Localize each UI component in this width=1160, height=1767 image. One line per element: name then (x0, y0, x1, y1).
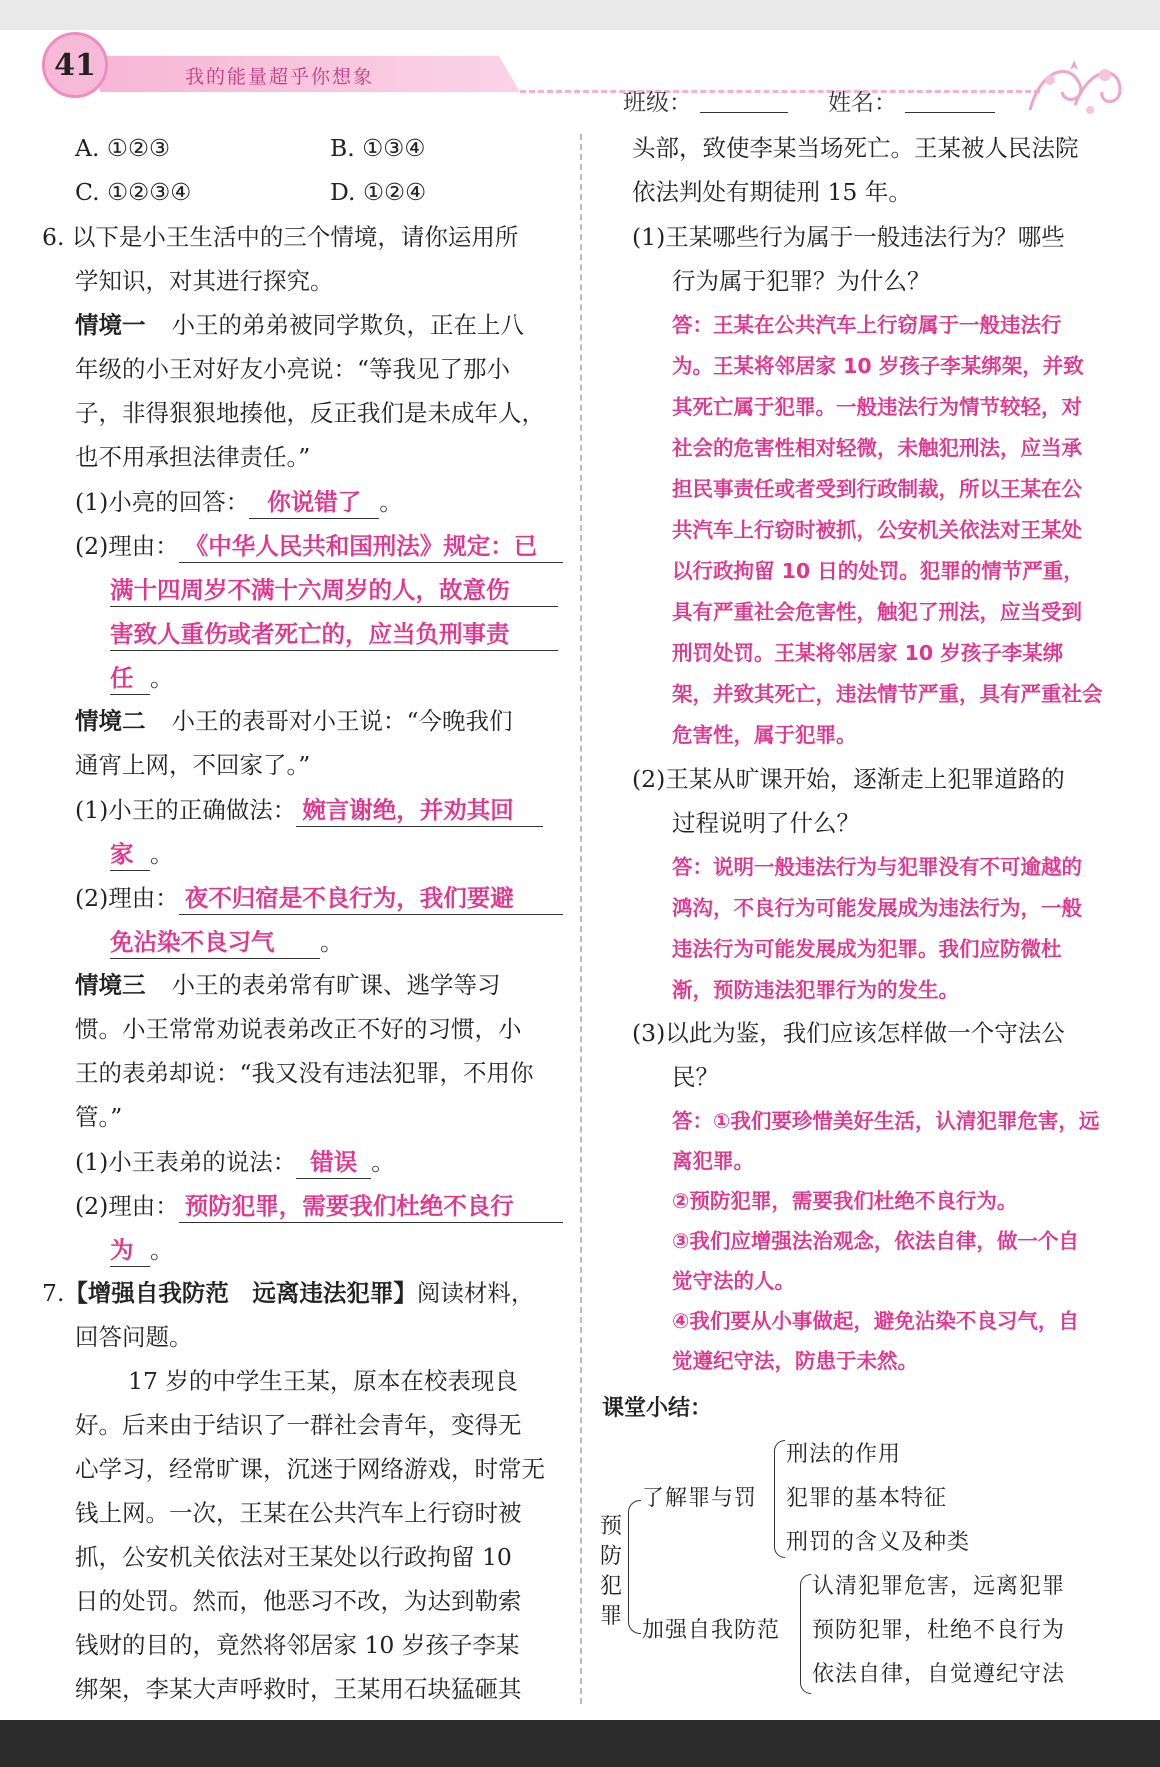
period: 。 (379, 488, 403, 516)
answer-line: 鸿沟，不良行为可能发展成为违法行为，一般 (672, 896, 1082, 920)
answer-fill: 任 (110, 662, 150, 695)
question-label: (1)小王表弟的说法： (75, 1148, 297, 1176)
q7-title: 【增强自我防范 远离违法犯罪】 (64, 1279, 417, 1307)
summary-item: 预防犯罪，杜绝不良行为 (812, 1618, 1066, 1643)
answer-fill: 家 (110, 838, 150, 871)
summary-brace (800, 1574, 811, 1694)
q7-text: 回答问题。 (75, 1323, 193, 1351)
question-3: 民？ (672, 1063, 719, 1091)
question-label: (2)理由： (75, 532, 179, 560)
document-page (0, 30, 1160, 1720)
question-label: (2)理由： (75, 1192, 179, 1220)
answer-line: 担民事责任或者受到行政制裁，所以王某在公 (672, 477, 1082, 501)
q6-text: 学知识，对其进行探究。 (75, 267, 334, 295)
answer-line: 其死亡属于犯罪。一般违法行为情节较轻，对 (672, 395, 1082, 419)
material-text: 头部，致使李某当场死亡。王某被人民法院 (632, 134, 1079, 162)
page-number-badge: 41 (42, 32, 108, 98)
summary-item: 依法自律，自觉遵纪守法 (812, 1662, 1066, 1687)
answer-line: 离犯罪。 (672, 1149, 754, 1173)
summary-branch: 加强自我防范 (642, 1618, 781, 1643)
viewer-bottom-band (0, 1720, 1160, 1767)
header-dashed-line (520, 90, 1040, 93)
scenario-3-text: 管。” (75, 1103, 123, 1131)
answer-fill: 免沾染不良习气 (110, 926, 320, 959)
answer-line: 共汽车上行窃时被抓，公安机关依法对王某处 (672, 518, 1082, 542)
scenario-3-text: 小王的表弟常有旷课、逃学等习 (171, 971, 501, 999)
summary-title: 课堂小结： (602, 1396, 713, 1421)
answer-line: 社会的危害性相对轻微，未触犯刑法，应当承 (672, 436, 1082, 460)
answer-line: 渐，预防违法犯罪行为的发生。 (672, 978, 959, 1002)
question-label: (2)理由： (75, 884, 179, 912)
answer-line: ④我们要从小事做起，避免沾染不良习气，自 (672, 1309, 1079, 1333)
summary-item: 认清犯罪危害，远离犯罪 (812, 1574, 1066, 1599)
scenario-3-text: 王的表弟却说：“我又没有违法犯罪，不用你 (75, 1059, 534, 1087)
answer-line: 具有严重社会危害性，触犯了刑法，应当受到 (672, 600, 1082, 624)
summary-root: 犯 (600, 1574, 624, 1599)
scenario-1-text: 也不用承担法律责任。” (75, 443, 311, 471)
answer-fill: 你说错了 (249, 486, 379, 519)
answer-line: ②预防犯罪，需要我们杜绝不良行为。 (672, 1189, 1018, 1213)
summary-root-brace (628, 1500, 641, 1634)
class-blank (700, 112, 788, 113)
answer-fill: 婉言谢绝，并劝其回 (296, 794, 543, 827)
header-slogan: 我的能量超乎你想象 (185, 66, 375, 88)
material-text: 17 岁的中学生王某，原本在校表现良 (128, 1367, 518, 1395)
scenario-2-text: 通宵上网，不回家了。” (75, 751, 311, 779)
material-text: 依法判处有期徒刑 15 年。 (632, 178, 912, 206)
summary-root: 罪 (600, 1604, 624, 1629)
summary-root: 预 (600, 1514, 624, 1539)
material-text: 绑架，李某大声呼救时，王某用石块猛砸其 (75, 1675, 522, 1703)
answer-fill: 满十四周岁不满十六周岁的人，故意伤 (110, 574, 558, 607)
answer-fill: 《中华人民共和国刑法》规定：已 (179, 530, 563, 563)
answer-line: 答：①我们要珍惜美好生活，认清犯罪危害，远 (672, 1109, 1100, 1133)
question-1: (1)王某哪些行为属于一般违法行为？哪些 (632, 223, 1065, 251)
option-b: B. ①③④ (330, 134, 426, 162)
material-text: 抓，公安机关依法对王某处以行政拘留 10 (75, 1543, 512, 1571)
class-label: 班级： (623, 90, 692, 116)
period: 。 (150, 664, 174, 692)
answer-line: ③我们应增强法治观念，依法自律，做一个自 (672, 1229, 1079, 1253)
question-label: (1)小亮的回答： (75, 488, 250, 516)
answer-line: 答：说明一般违法行为与犯罪没有不可逾越的 (672, 855, 1082, 879)
name-blank (905, 112, 995, 113)
material-text: 心学习，经常旷课，沉迷于网络游戏，时常无 (75, 1455, 545, 1483)
answer-fill: 为 (110, 1234, 150, 1267)
q7-number: 7. (42, 1279, 65, 1307)
material-text: 日的处罚。然而，他恶习不改，为达到勒索 (75, 1587, 522, 1615)
summary-item: 刑罚的含义及种类 (786, 1530, 971, 1555)
scenario-1-title: 情境一 (75, 311, 146, 339)
summary-branch: 了解罪与罚 (642, 1486, 758, 1511)
scenario-2-title: 情境二 (75, 707, 146, 735)
q6-text: 6. 以下是小王生活中的三个情境，请你运用所 (42, 223, 519, 251)
question-1: 行为属于犯罪？为什么？ (672, 267, 931, 295)
period: 。 (371, 1148, 395, 1176)
scenario-1-text: 子，非得狠狠地揍他，反正我们是未成年人， (75, 399, 545, 427)
answer-line: 觉守法的人。 (672, 1269, 795, 1293)
question-2: 过程说明了什么？ (672, 809, 860, 837)
option-a: A. ①②③ (75, 134, 171, 162)
summary-item: 刑法的作用 (786, 1442, 902, 1467)
answer-line: 答：王某在公共汽车上行窃属于一般违法行 (672, 313, 1062, 337)
answer-line: 违法行为可能发展成为犯罪。我们应防微杜 (672, 937, 1062, 961)
material-text: 好。后来由于结识了一群社会青年，变得无 (75, 1411, 522, 1439)
answer-line: 危害性，属于犯罪。 (672, 723, 857, 747)
answer-line: 刑罚处罚。王某将邻居家 10 岁孩子李某绑 (672, 641, 1064, 665)
question-label: (1)小王的正确做法： (75, 796, 297, 824)
material-text: 钱上网。一次，王某在公共汽车上行窃时被 (75, 1499, 522, 1527)
answer-fill: 夜不归宿是不良行为，我们要避 (179, 882, 563, 915)
answer-fill: 错误 (296, 1146, 371, 1179)
period: 。 (150, 840, 174, 868)
option-d: D. ①②④ (330, 178, 427, 206)
scenario-3-title: 情境三 (75, 971, 146, 999)
answer-line: 为。王某将邻居家 10 岁孩子李某绑架，并致 (672, 354, 1084, 378)
period: 。 (150, 1236, 174, 1264)
summary-root: 防 (600, 1544, 624, 1569)
answer-line: 觉遵纪守法，防患于未然。 (672, 1349, 918, 1373)
material-text: 钱财的目的，竟然将邻居家 10 岁孩子李某 (75, 1631, 520, 1659)
question-2: (2)王某从旷课开始，逐渐走上犯罪道路的 (632, 765, 1065, 793)
q7-text: 阅读材料， (416, 1279, 535, 1307)
answer-fill: 预防犯罪，需要我们杜绝不良行 (179, 1190, 563, 1223)
option-c: C. ①②③④ (75, 178, 192, 206)
summary-item: 犯罪的基本特征 (786, 1486, 948, 1511)
scenario-1-text: 小王的弟弟被同学欺负，正在上八 (171, 311, 524, 339)
period: 。 (320, 928, 344, 956)
scenario-1-text: 年级的小王对好友小亮说：“等我见了那小 (75, 355, 511, 383)
answer-fill: 害致人重伤或者死亡的，应当负刑事责 (110, 618, 558, 651)
summary-brace (774, 1440, 785, 1558)
column-divider (580, 134, 582, 1704)
answer-line: 架，并致其死亡，违法情节严重，具有严重社会 (672, 682, 1103, 706)
floral-ornament-icon (1020, 50, 1130, 120)
scenario-3-text: 惯。小王常常劝说表弟改正不好的习惯，小 (75, 1015, 522, 1043)
question-3: (3)以此为鉴，我们应该怎样做一个守法公 (632, 1019, 1065, 1047)
name-label: 姓名： (828, 90, 897, 116)
scenario-2-text: 小王的表哥对小王说：“今晚我们 (171, 707, 513, 735)
answer-line: 以行政拘留 10 日的处罚。犯罪的情节严重， (672, 559, 1084, 583)
